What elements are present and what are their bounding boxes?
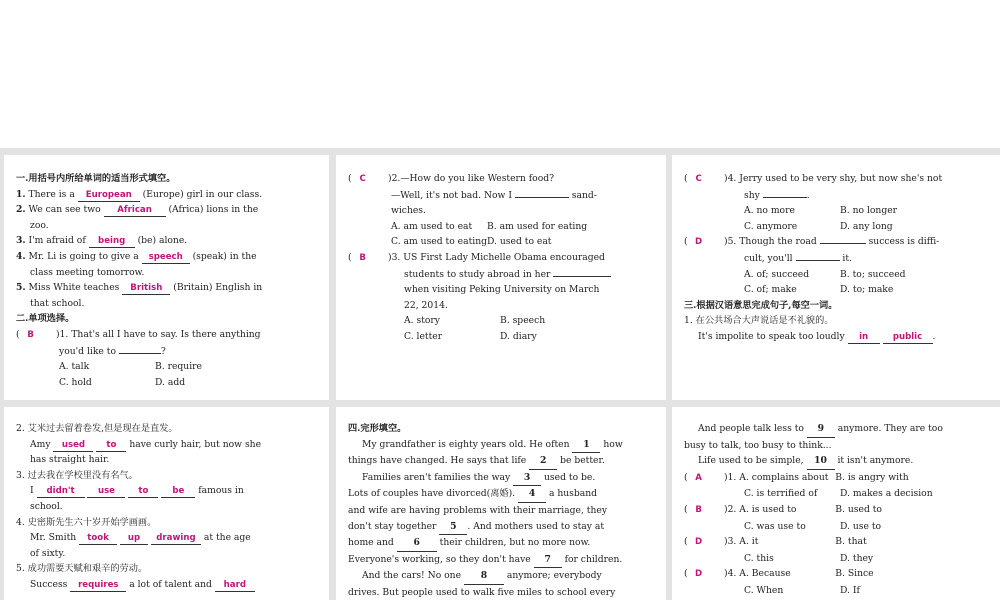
fill-item-5-cont: that school.: [30, 297, 85, 309]
mc-options: C. When D. If: [744, 584, 860, 596]
cloze-line: drives. But people used to walk five miles to school every: [348, 586, 616, 598]
cloze-line: Life used to be simple, 10 it isn't anymore.: [684, 453, 990, 470]
translation-answer-3: I didn't use to be famous in: [30, 485, 244, 497]
mc-options: C. this D. they: [744, 552, 874, 564]
mc-options: C. was use to D. use to: [744, 520, 882, 532]
mc-question-1: ( B )1. That's all I have to say. Is there anything: [16, 328, 261, 340]
mc-question-4-cont: shy .: [744, 189, 810, 201]
mc-options: C. hold D. add: [59, 376, 186, 388]
answer-text: European: [85, 189, 132, 200]
cloze-line: and wife are having problems with their marriage, they: [348, 504, 608, 516]
blank-top-area: [0, 0, 1000, 148]
translation-prompt-2: 2. 艾米过去留着卷发,但是现在是直发。: [16, 423, 178, 434]
mc-question-3-cont: 22, 2014.: [404, 299, 448, 311]
worksheet-panel-6: [672, 407, 1000, 600]
cloze-question-2: ( B )2. A. is used to B. used to: [684, 503, 882, 515]
mc-question-4: ( C )4. Jerry used to be very shy, but now she's not: [684, 173, 943, 184]
section-title: 一.用括号内所给单词的适当形式填空。: [16, 173, 176, 184]
fill-item-3: 3. I'm afraid of being (be) alone.: [16, 235, 188, 247]
fill-item-2-cont: zoo.: [30, 219, 49, 231]
cloze-question-4: ( D )4. A. Because B. Since: [684, 568, 874, 580]
translation-answer-4: Mr. Smith took up drawing at the age: [30, 532, 251, 544]
translation-prompt-5: 5. 成功需要天赋和艰辛的劳动。: [16, 563, 148, 575]
cloze-line: Everyone's working, so they don't have 7 for children.: [348, 552, 656, 569]
mc-options: C. of; make D. to; make: [744, 284, 894, 296]
cloze-line: My grandfather is eighty years old. He often 1 how: [348, 437, 656, 454]
mc-question-5-cont: cult, you'll it.: [744, 252, 852, 264]
answer-text: African: [117, 205, 152, 216]
mc-options: C. is terrified of D. makes a decision: [744, 488, 933, 500]
mc-question-2: ( C )2.—How do you like Western food?: [348, 173, 555, 184]
fill-item-4-cont: class meeting tomorrow.: [30, 266, 145, 278]
mc-options: C. anymore D. any long: [744, 220, 893, 232]
worksheet-panel-3: [672, 155, 1000, 400]
mc-options: C. letter D. diary: [404, 330, 537, 342]
mc-question-2-cont: wiches.: [391, 205, 426, 217]
fill-item-4: 4. Mr. Li is going to give a speech (speak) in the: [16, 250, 257, 262]
mc-options: A. no more B. no longer: [744, 205, 898, 217]
worksheet-panel-4: [4, 407, 329, 600]
mc-options: C. am used to eatingD. used to eat: [391, 236, 552, 248]
cloze-line: And the cars! No one 8 anymore; everybody: [348, 568, 656, 585]
cloze-line: home and 6 their children, but no more now.: [348, 535, 656, 552]
cloze-line: And people talk less to 9 anymore. They are too: [684, 421, 990, 438]
worksheet-panel-5: [336, 407, 666, 600]
section-title: 四.完形填空。: [348, 423, 407, 434]
worksheet-panel-1: [4, 155, 329, 400]
cloze-line: things have changed. He says that life 2 be better.: [348, 453, 656, 470]
worksheet-panel-2: [336, 155, 666, 400]
mc-question-5: ( D )5. Though the road success is diffi-: [684, 236, 940, 248]
mc-options: A. am used to eat B. am used for eating: [391, 220, 588, 232]
translation-answer-5: Success requires a lot of talent and hard: [16, 577, 319, 593]
cloze-question-3: ( D )3. A. it B. that: [684, 536, 867, 548]
translation-answer-2-cont: has straight hair.: [30, 454, 110, 466]
mc-options: A. of; succeed B. to; succeed: [744, 268, 906, 280]
fill-item-1: 1. There is a European (Europe) girl in our class.: [16, 188, 263, 200]
answer-text: British: [130, 283, 163, 294]
mc-question-3-cont: when visiting Peking University on March: [404, 284, 600, 296]
section-title: 二.单项选择。: [16, 313, 75, 325]
translation-answer-1: It's impolite to speak too loudly in public .: [698, 330, 936, 342]
translation-prompt-1: 1. 在公共场合大声说话是不礼貌的。: [684, 315, 834, 327]
fill-item-5: 5. Miss White teaches British (Britain) English in: [16, 282, 263, 294]
mc-question-3-cont: students to study abroad in her: [348, 267, 656, 283]
cloze-line: Families aren't families the way 3 used to be.: [348, 470, 656, 487]
section-title: 三.根据汉语意思完成句子,每空一词。: [684, 299, 838, 311]
cloze-line: don't stay together 5 . And mothers used to stay at: [348, 519, 656, 536]
mc-question-2-cont: —Well, it's not bad. Now I sand-: [391, 189, 597, 201]
translation-prompt-4: 4. 史密斯先生六十岁开始学画画。: [16, 516, 157, 528]
mc-options: A. talk B. require: [59, 361, 202, 373]
cloze-line: Lots of couples have divorced(离婚). 4 a husband: [348, 486, 656, 503]
fill-item-2: 2. We can see two African (Africa) lions in the: [16, 204, 259, 216]
cloze-question-1: ( A )1. A. complains about B. is angry with: [684, 471, 909, 483]
translation-answer-2: Amy used to have curly hair, but now she: [30, 438, 262, 450]
answer-text: speech: [148, 251, 183, 262]
mc-options: A. story B. speech: [404, 315, 546, 327]
mc-question-1-cont: you'd like to ?: [59, 345, 166, 357]
cloze-line: busy to talk, too busy to think...: [684, 439, 832, 451]
mc-question-3: ( B )3. US First Lady Michelle Obama encouraged: [348, 251, 605, 263]
translation-answer-3-cont: school.: [30, 500, 63, 512]
translation-prompt-3: 3. 过去我在学校里没有名气。: [16, 469, 138, 481]
translation-answer-4-cont: of sixty.: [30, 547, 66, 559]
answer-text: being: [98, 236, 126, 247]
